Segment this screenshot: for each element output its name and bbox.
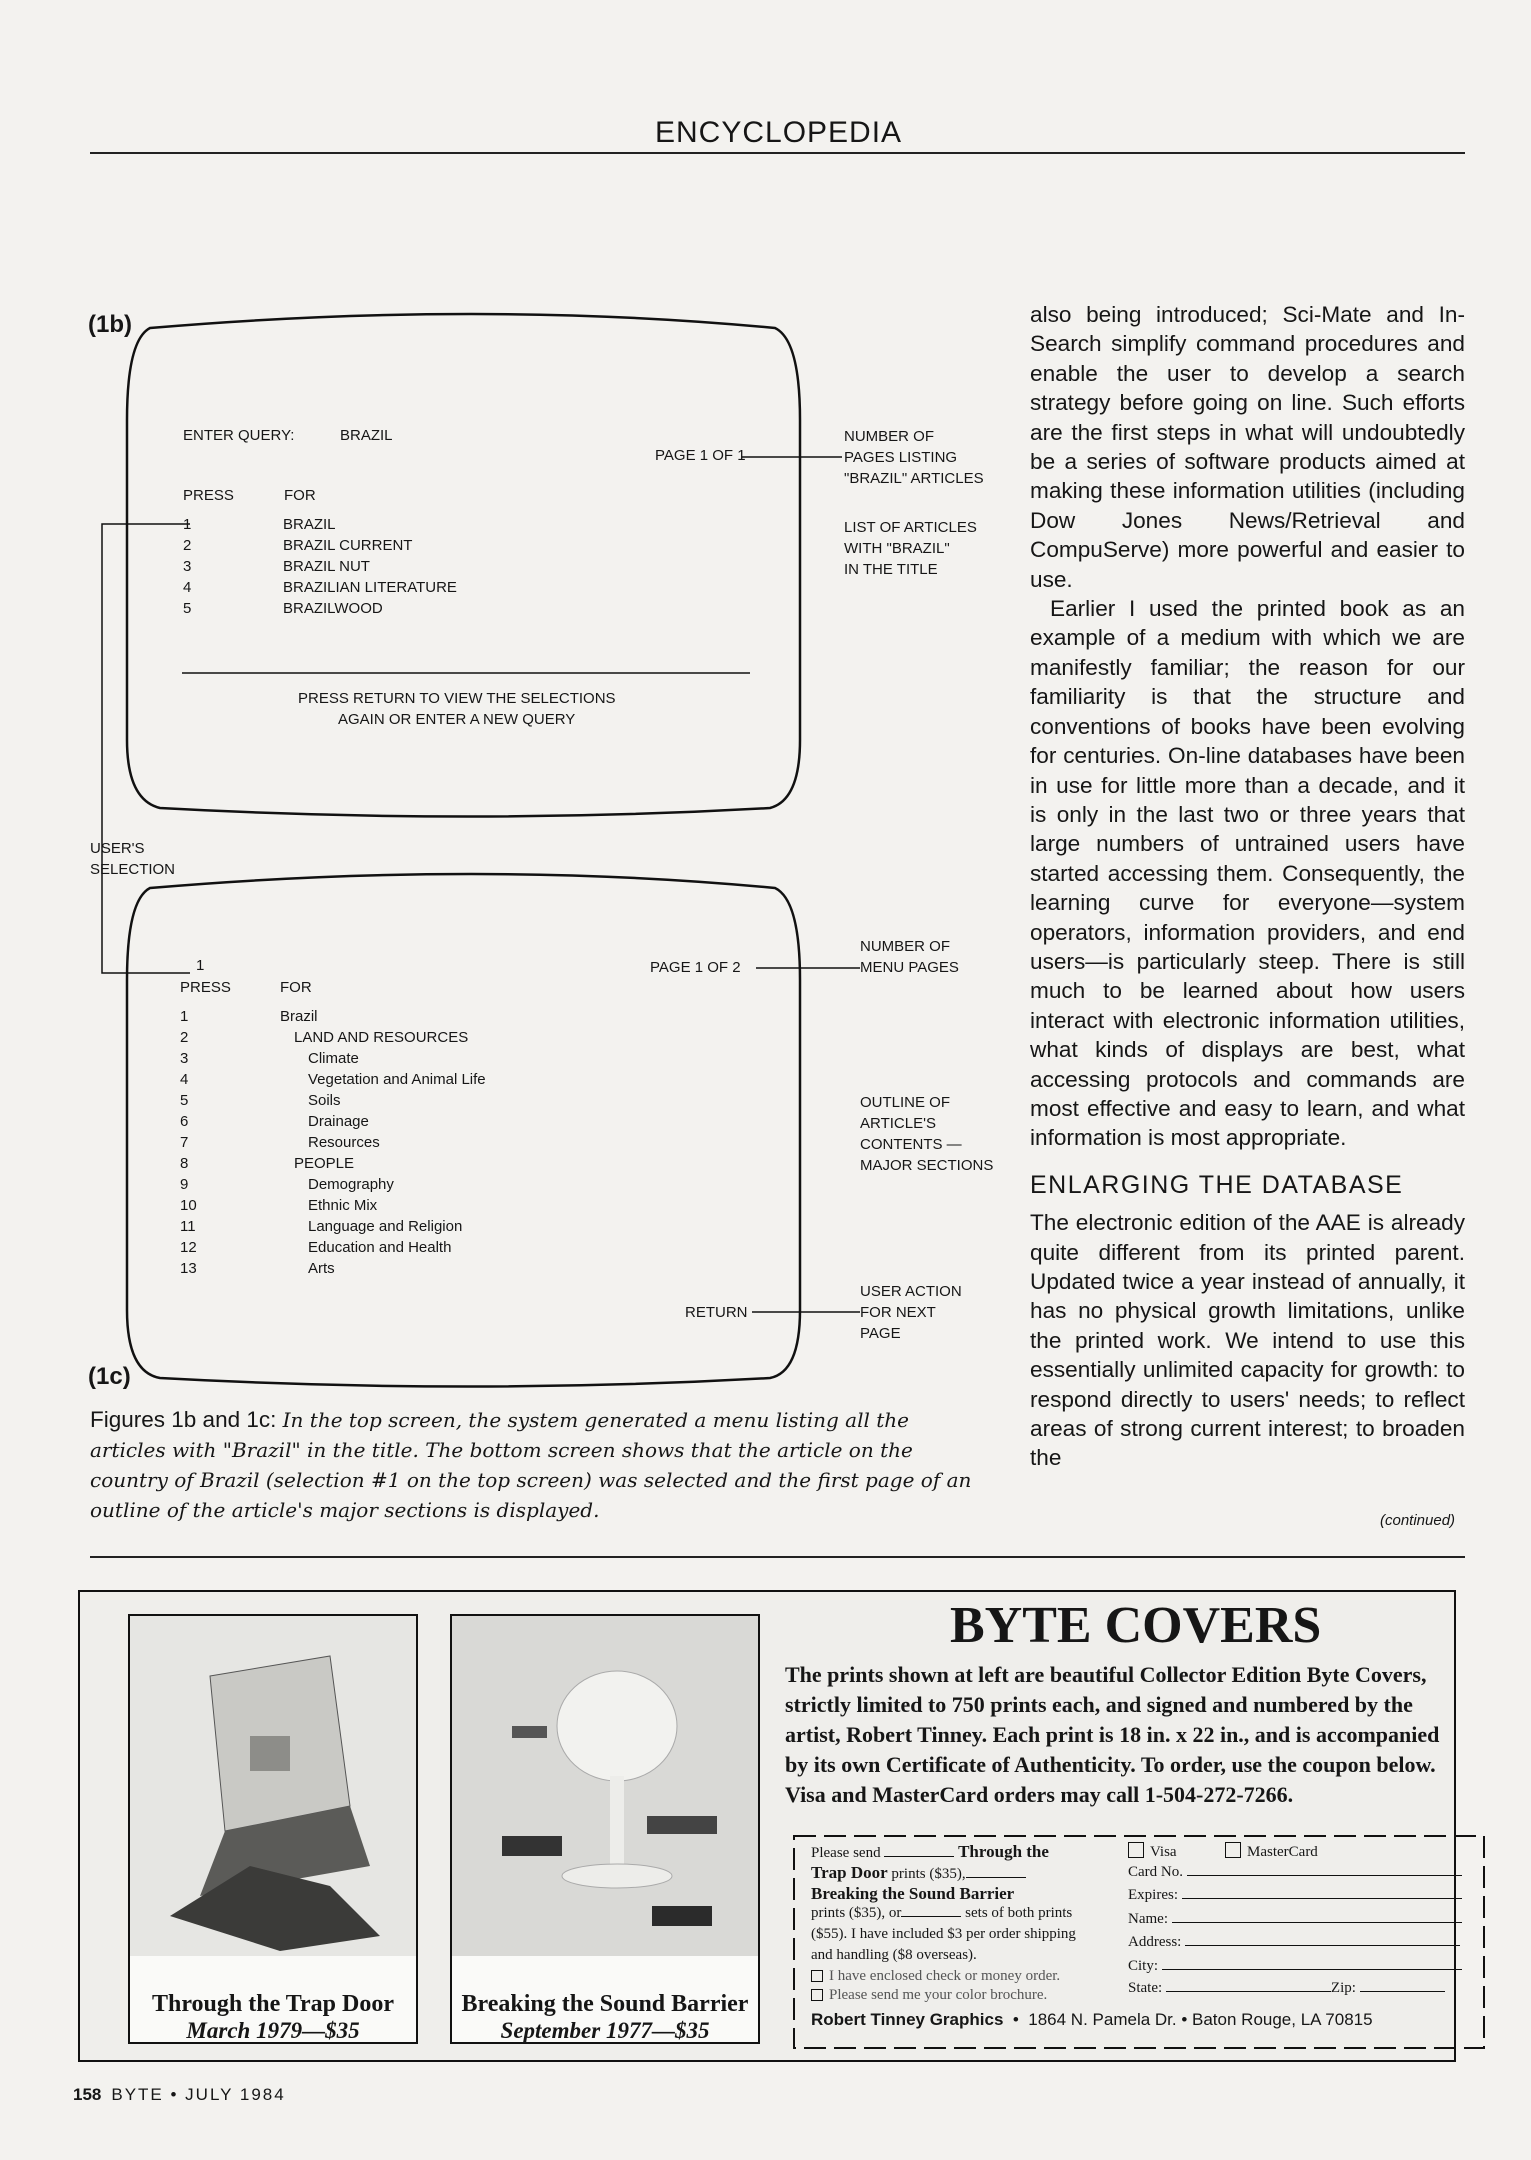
sound-barrier-quantity[interactable]: [901, 1916, 961, 1917]
leader-selection: [102, 524, 190, 973]
ad-top-rule: [90, 1556, 1465, 1558]
article-paragraph: The electronic edition of the AAE is already quite different from its printed parent. Updated twice a year instead of annually, it has no physical growth limitations, unlike the printed work. We intend to use this essentially unlimited capacity for growth: to respond directly to users' needs; to reflect areas of strong current interest; to broaden the: [1030, 1210, 1465, 1471]
card-number-field[interactable]: Card No.: [1128, 1864, 1462, 1881]
list-item: 2 BRAZIL CURRENT: [183, 537, 413, 554]
top-press-header: PRESS: [183, 487, 234, 504]
list-item: 3 BRAZIL NUT: [183, 558, 370, 575]
checkbox[interactable]: [811, 1970, 823, 1982]
caption-lead: Figures 1b and 1c:: [90, 1407, 277, 1432]
list-item: 5 Soils: [180, 1092, 341, 1109]
top-menu-list: [183, 514, 457, 619]
bottom-for-header: FOR: [280, 979, 312, 996]
coupon-line: Please send Through the: [811, 1842, 1049, 1861]
note-users-selection: USER'S SELECTION: [90, 840, 176, 878]
list-item: 13 Arts: [180, 1260, 335, 1277]
ad-headline: BYTE COVERS: [950, 1597, 1322, 1654]
list-item: 4 BRAZILIAN LITERATURE: [183, 579, 457, 596]
top-footer-line2: AGAIN OR ENTER A NEW QUERY: [338, 711, 576, 728]
brochure-option[interactable]: Please send me your color brochure.: [811, 1987, 1047, 2004]
magazine-issue: BYTE • JULY 1984: [111, 2085, 286, 2104]
figure-label-1b: (1b): [88, 311, 132, 338]
list-item: 10 Ethnic Mix: [180, 1197, 378, 1214]
return-label: RETURN: [685, 1304, 748, 1321]
list-item: 6 Drainage: [180, 1113, 369, 1130]
list-item: 1 Brazil: [180, 1008, 318, 1025]
query-value: BRAZIL: [340, 427, 393, 444]
state-zip-field[interactable]: State: Zip:: [1128, 1980, 1445, 1997]
sound-barrier-artwork: [452, 1616, 758, 1956]
checkbox[interactable]: [811, 1989, 823, 2001]
list-item: 1 BRAZIL: [183, 516, 336, 533]
note-menu-pages: NUMBER OF MENU PAGES: [860, 938, 959, 976]
page-footer: [73, 2085, 286, 2105]
mastercard-option[interactable]: MasterCard: [1225, 1842, 1318, 1861]
top-footer-line1: PRESS RETURN TO VIEW THE SELECTIONS: [298, 690, 616, 707]
list-item: 3 Climate: [180, 1050, 359, 1067]
coupon-company-line: Robert Tinney Graphics • 1864 N. Pamela Dr. • Baton Rouge, LA 70815: [811, 2010, 1373, 2029]
bottom-outline-list: [180, 1006, 486, 1279]
print-subtitle: March 1979—$35: [186, 2018, 360, 2043]
figure-caption: [90, 1405, 990, 1525]
coupon-line: Breaking the Sound Barrier: [811, 1884, 1015, 1903]
selection-value: 1: [196, 957, 205, 974]
article-paragraph: Earlier I used the printed book as an example of a medium with which we are manifestly familiar; the reason for our familiarity is that the structure and conventions of books have been evolving for centuries. On-line databases have been in use for little more than a decade, and it is only in the last two or three years that large numbers of untrained users have started accessing them. Consequently, the learning curve for everyone—system operators, information providers, and end users—is particularly steep. There is still much to be learned about how users interact with electronic information utilities, what kinds of displays are best, what accessing protocols and commands are most effective and easy to learn, and what information is most appropriate.: [1030, 596, 1465, 1151]
city-field[interactable]: City:: [1128, 1958, 1462, 1975]
caption-text: In the top screen, the system generated a menu listing all the articles with "Brazil" in the title. The bottom screen shows that the article on the country of Brazil (selection #1 on the top screen) was selected and the first page of an outline of the article's major sections is displayed.: [90, 1408, 972, 1522]
section-subhead: ENLARGING THE DATABASE: [1030, 1170, 1404, 1199]
trap-door-artwork: [130, 1616, 416, 1956]
top-for-header: FOR: [284, 487, 316, 504]
enter-query-label: ENTER QUERY:: [183, 427, 295, 444]
coupon-line: and handling ($8 overseas).: [811, 1947, 977, 1963]
note-outline: OUTLINE OF ARTICLE'S CONTENTS — MAJOR SECTIONS: [860, 1094, 994, 1174]
note-user-action: USER ACTION FOR NEXT PAGE: [860, 1283, 962, 1342]
article-paragraph: also being introduced; Sci-Mate and In-Search simplify command procedures and enable the user to develop a search strategy before going on line. Such efforts are the first steps in what will undoubtedly be a series of software products aimed at making these information utilities (including Dow Jones News/Retrieval and CompuServe) more powerful and easier to use.: [1030, 302, 1465, 592]
coupon-line: prints ($35), or sets of both prints: [811, 1905, 1073, 1921]
check-option[interactable]: I have enclosed check or money order.: [811, 1968, 1060, 1985]
checkbox[interactable]: [1128, 1842, 1144, 1858]
trap-door-amount[interactable]: [966, 1877, 1026, 1878]
note-pages-listing: NUMBER OF PAGES LISTING "BRAZIL" ARTICLES: [844, 428, 984, 487]
order-coupon: [793, 1830, 1493, 2052]
bottom-press-header: PRESS: [180, 979, 231, 996]
print-subtitle: September 1977—$35: [500, 2018, 710, 2043]
coupon-line: Trap Door prints ($35),: [811, 1863, 1026, 1883]
article-column: [1030, 300, 1465, 1473]
list-item: 7 Resources: [180, 1134, 380, 1151]
expires-field[interactable]: Expires:: [1128, 1887, 1462, 1904]
print-title: Breaking the Sound Barrier: [461, 1991, 749, 2017]
coupon-line: ($55). I have included $3 per order shipping: [811, 1926, 1076, 1942]
print-trap-door: [128, 1614, 418, 2044]
section-header: ENCYCLOPEDIA: [655, 116, 903, 149]
list-item: 5 BRAZILWOOD: [183, 600, 383, 617]
ad-body: The prints shown at left are beautiful Collector Edition Byte Covers, strictly limited to 750 prints each, and signed and numbered by the artist, Robert Tinney. Each print is 18 in. x 22 in., and is accompanied by its own Certificate of Authenticity. To order, use the coupon below. Visa and MasterCard orders may call 1-504-272-7266.: [785, 1662, 1440, 1807]
visa-option[interactable]: Visa: [1128, 1842, 1177, 1861]
address-field[interactable]: Address:: [1128, 1934, 1460, 1951]
top-page-indicator: PAGE 1 OF 1: [655, 447, 746, 464]
print-sound-barrier: [450, 1614, 760, 2044]
figure-label-1c: (1c): [88, 1363, 131, 1390]
list-item: 11 Language and Religion: [180, 1218, 463, 1235]
checkbox[interactable]: [1225, 1842, 1241, 1858]
note-list-of-articles: LIST OF ARTICLES WITH "BRAZIL" IN THE TITLE: [844, 519, 977, 578]
list-item: 9 Demography: [180, 1176, 394, 1193]
through-trap-door-quantity[interactable]: [884, 1856, 954, 1857]
list-item: 2 LAND AND RESOURCES: [180, 1029, 469, 1046]
page-number: 158: [73, 2085, 102, 2104]
continued-label: (continued): [1380, 1512, 1456, 1529]
list-item: 8 PEOPLE: [180, 1155, 355, 1172]
name-field[interactable]: Name:: [1128, 1911, 1462, 1928]
list-item: 12 Education and Health: [180, 1239, 452, 1256]
print-title: Through the Trap Door: [151, 1991, 395, 2017]
list-item: 4 Vegetation and Animal Life: [180, 1071, 486, 1088]
bottom-page-indicator: PAGE 1 OF 2: [650, 959, 741, 976]
